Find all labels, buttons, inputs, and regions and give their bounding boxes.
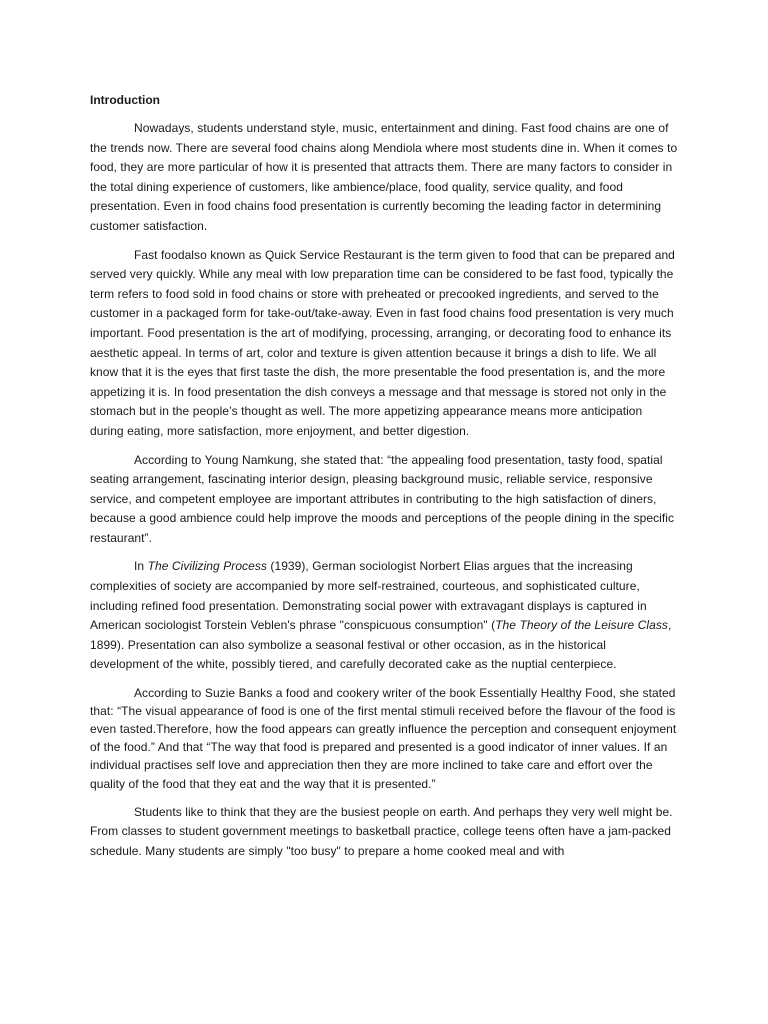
book-title-civilizing-process: The Civilizing Process (147, 559, 267, 574)
paragraph-students: Students like to think that they are the busiest people on earth. And perhaps they very well might be. From classes to student government meetings to basketball practice, college teens often have a jam-packed schedule. Many students are simply "too busy" to prepare a home cooked meal and with (90, 804, 673, 858)
paragraph-fast-food: Fast foodalso known as Quick Service Restaurant is the term given to food that can be prepared and served very quickly. While any meal with low preparation time can be considered to be fast food, typically the term refers to food sold in food chains or store with preheated or precooked ingredients, and served to the customer in a packaged form for take-out/take-away. Even in fast food chains food presentation is very much important. Food presentation is the art of modifying, processing, arranging, or decorating food to enhance its aesthetic appeal. In terms of art, color and texture is given attention because it brings a dish to life. We all know that it is the eyes that first taste the dish, the more presentable the food presentation is, and the more appetizing it is. In food presentation the dish conveys a message and that message is stored not only in the stomach but in the people’s thought as well. The more appetizing appearance means more anticipation during eating, more satisfaction, more enjoyment, and better digestion. (90, 247, 675, 438)
section-heading: Introduction (90, 93, 160, 107)
paragraph-elias (90, 557, 678, 675)
text-run: In (134, 559, 148, 574)
paragraph-namkung: According to Young Namkung, she stated that: “the appealing food presentation, tasty food, spatial seating arrangement, fascinating interior design, pleasing background music, reliable service, responsive service, and competent employee are important attributes in contributing to the high satisfaction of diners, because a good ambience could help improve the moods and perceptions of the people dining in the specific restaurant”. (90, 452, 674, 545)
book-title-leisure-class: The Theory of the Leisure Class (495, 618, 668, 633)
paragraph-intro: Nowadays, students understand style, music, entertainment and dining. Fast food chains are one of the trends now. There are several food chains along Mendiola where most students dine in. When it comes to food, they are more particular of how it is presented that attracts them. There are many factors to consider in the total dining experience of customers, like ambience/place, food quality, service quality, and food presentation. Even in food chains food presentation is currently becoming the leading factor in determining customer satisfaction. (90, 121, 678, 233)
text-run: , 1899). Presentation can also symbolize a seasonal festival or other occasion, as in the historical development of the white, possibly tiered, and carefully decorated cake as the nuptial centerpiece. (90, 618, 672, 672)
text-run: (1939), German sociologist Norbert Elias argues that the increasing complexities of society are accompanied by more self-restrained, courteous, and sophisticated culture, including refined food presentation. Demonstrating social power with extravagant displays is captured in American sociologist Torstein Veblen's phrase "conspicuous consumption" ( (90, 559, 647, 633)
document-page (90, 90, 678, 870)
paragraph-banks: According to Suzie Banks a food and cookery writer of the book Essentially Healthy Food, she stated that: “The visual appearance of food is one of the first mental stimuli received before the flavour of the food is even tasted.Therefore, how the food appears can greatly influence the perception and consequent enjoyment of the food.” And that “The way that food is prepared and presented is a good indicator of inner values. If an individual practises self love and appreciation then they are more inclined to take care and effort over the quality of the food that they eat and the way that it is presented.” (90, 686, 677, 791)
